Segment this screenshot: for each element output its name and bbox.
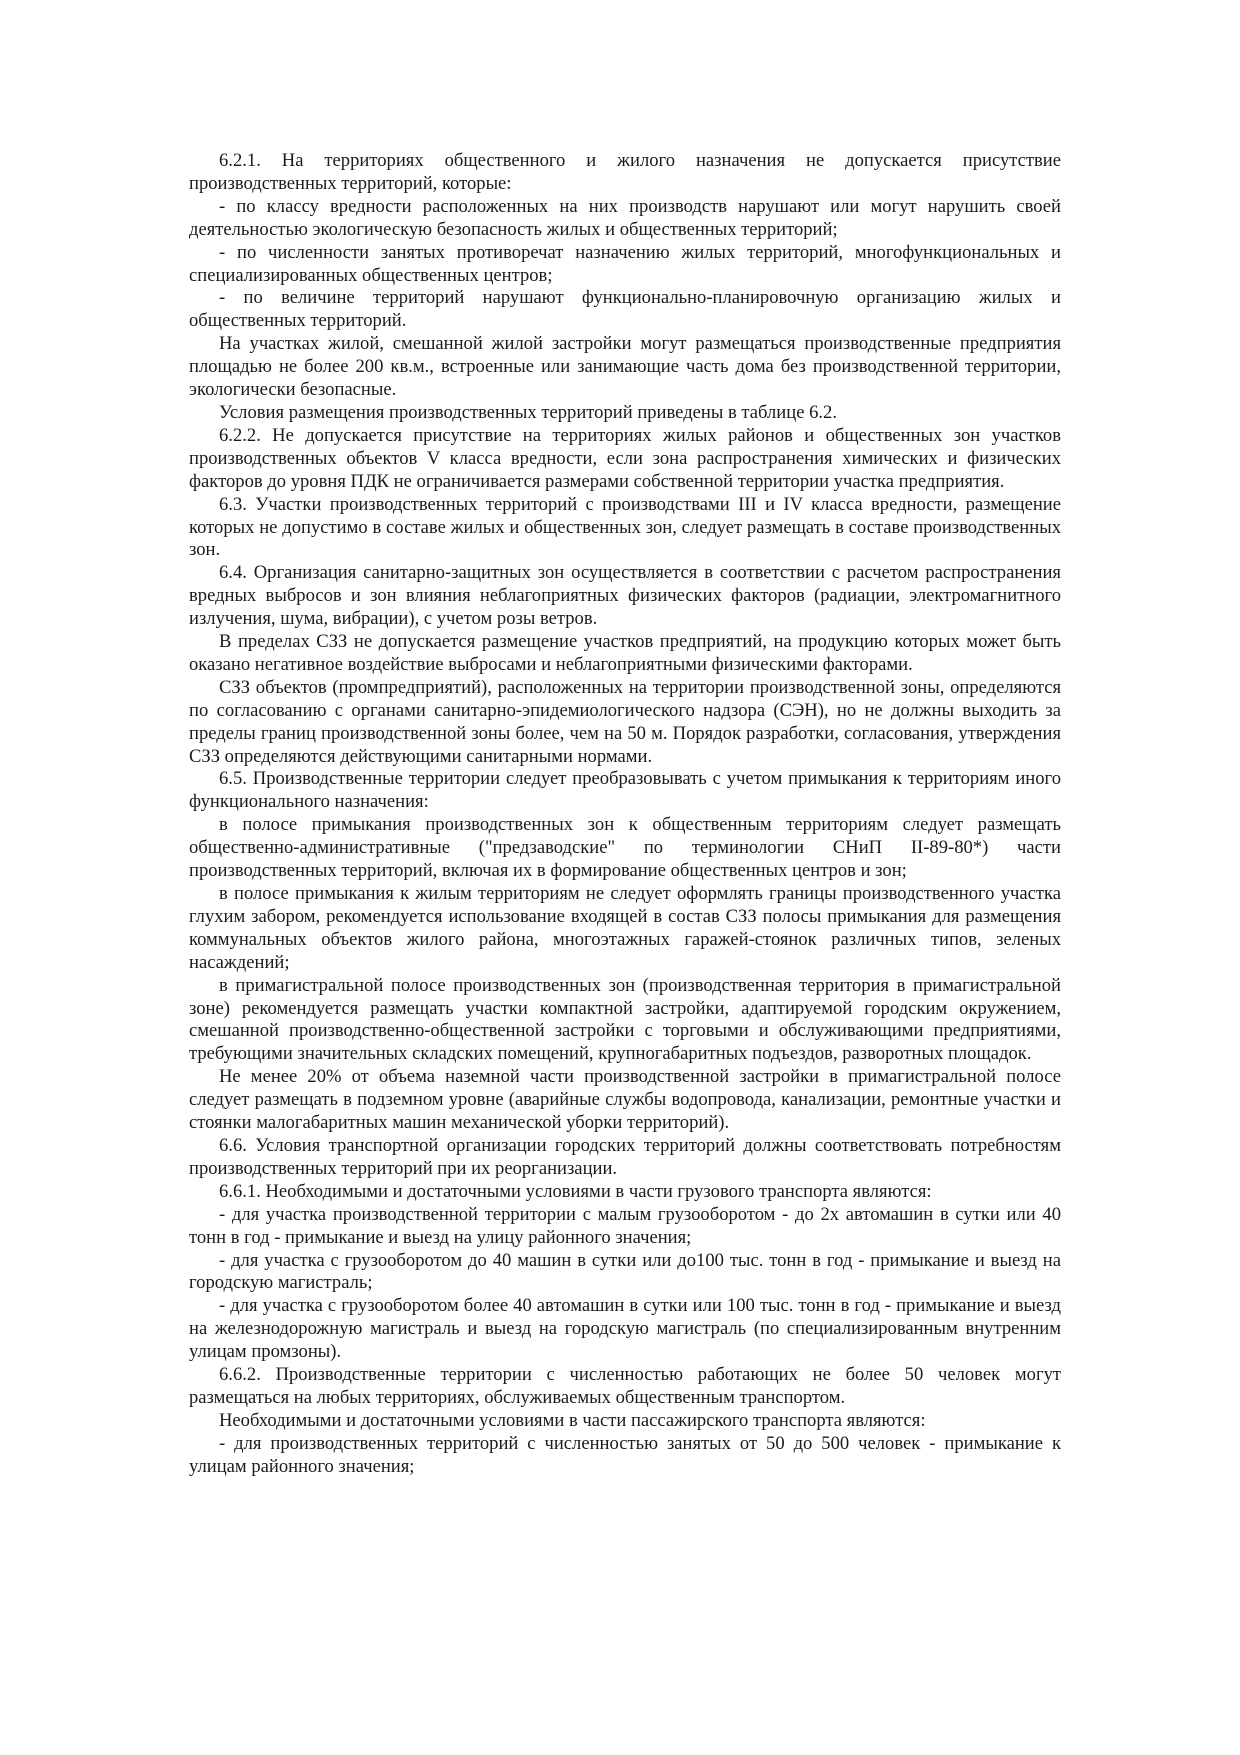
paragraph: В пределах СЗЗ не допускается размещение участков предприятий, на продукцию которых может быть оказано негативное воздействие выбросами и неблагоприятными физическими факторами. bbox=[189, 631, 1061, 675]
paragraph-6-6-2: 6.6.2. Производственные территории с численностью работающих не более 50 человек могут размещаться на любых территориях, обслуживаемых общественным транспортом. bbox=[189, 1364, 1061, 1408]
paragraph-6-6: 6.6. Условия транспортной организации городских территорий должны соответствовать потребностям производственных территорий при их реорганизации. bbox=[189, 1134, 1061, 1179]
paragraph: Не менее 20% от объема наземной части производственной застройки в примагистральной полосе следует размещать в подземном уровне (аварийные службы водопровода, канализации, ремонтные участки и стоянки малогабаритных машин механической уборки территорий). bbox=[189, 1066, 1061, 1134]
paragraph-6-2-2: 6.2.2. Не допускается присутствие на территориях жилых районов и общественных зон участков производственных объектов V класса вредности, если зона распространения химических и физических факторов до уровня ПДК не ограничивается размерами собственной территории участка предприятия. bbox=[189, 424, 1061, 492]
paragraph-6-3: 6.3. Участки производственных территорий с производствами III и IV класса вредности, размещение которых не допустимо в составе жилых и общественных зон, следует размещать в составе производственных зон. bbox=[189, 493, 1061, 561]
list-item: - для участка с грузооборотом более 40 автомашин в сутки или 100 тыс. тонн в год - примыкание и выезд на железнодорожную магистраль и выезд на городскую магистраль (по специализированным внутренним улицам промзоны). bbox=[189, 1295, 1061, 1363]
paragraph-6-2-1: 6.2.1. На территориях общественного и жилого назначения не допускается присутствие производственных территорий, которые: bbox=[189, 150, 1061, 194]
list-item: в полосе примыкания производственных зон к общественным территориям следует размещать общественно-административные ("предзаводские" по терминологии СНиП II-89-80*) части производственных территорий, включая их в формирование общественных центров и зон; bbox=[189, 814, 1061, 882]
list-item: - для производственных территорий с численностью занятых от 50 до 500 человек - примыкание к улицам районного значения; bbox=[189, 1432, 1061, 1477]
paragraph: СЗЗ объектов (промпредприятий), расположенных на территории производственной зоны, определяются по согласованию с органами санитарно-эпидемиологического надзора (СЭН), но не должны выходить за пределы границ производственной зоны более, чем на 50 м. Порядок разработки, согласования, утверждения СЗЗ определяются действующими санитарными нормами. bbox=[189, 676, 1061, 767]
paragraph: Условия размещения производственных территорий приведены в таблице 6.2. bbox=[219, 401, 837, 423]
paragraph: На участках жилой, смешанной жилой застройки могут размещаться производственные предприятия площадью не более 200 кв.м., встроенные или занимающие часть дома без производственной территории, экологически безопасные. bbox=[189, 333, 1061, 401]
list-item: в примагистральной полосе производственных зон (производственная территория в примагистральной зоне) рекомендуется размещать участки компактной застройки, адаптируемой городским окружением, смешанной производственно-общественной застройки с торговыми и обслуживающими предприятиями, требующими значительных складских помещений, крупногабаритных подъездов, разворотных площадок. bbox=[189, 974, 1061, 1065]
paragraph-6-5: 6.5. Производственные территории следует преобразовывать с учетом примыкания к территориям иного функционального назначения: bbox=[189, 768, 1061, 813]
list-item: в полосе примыкания к жилым территориям не следует оформлять границы производственного участка глухим забором, рекомендуется использование входящей в состав СЗЗ полосы примыкания для размещения коммунальных объектов жилого района, многоэтажных гаражей-стоянок различных типов, зеленых насаждений; bbox=[189, 883, 1061, 973]
list-item: - по величине территорий нарушают функционально-планировочную организацию жилых и общественных территорий. bbox=[189, 287, 1061, 332]
list-item: - по классу вредности расположенных на них производств нарушают или могут нарушить своей деятельностью экологическую безопасность жилых и общественных территорий; bbox=[189, 195, 1061, 240]
list-item: - для участка производственной территории с малым грузооборотом - до 2х автомашин в сутки или 40 тонн в год - примыкание и выезд на улицу районного значения; bbox=[189, 1203, 1061, 1248]
paragraph: Необходимыми и достаточными условиями в части пассажирского транспорта являются: bbox=[219, 1409, 926, 1431]
paragraph-6-4: 6.4. Организация санитарно-защитных зон осуществляется в соответствии с расчетом распространения вредных выбросов и зон влияния неблагоприятных физических факторов (радиации, электромагнитного излучения, шума, вибрации), с учетом розы ветров. bbox=[189, 562, 1061, 630]
paragraph-6-6-1: 6.6.1. Необходимыми и достаточными условиями в части грузового транспорта являются: bbox=[219, 1180, 932, 1202]
list-item: - по численности занятых противоречат назначению жилых территорий, многофункциональных и специализированных общественных центров; bbox=[189, 241, 1061, 286]
document-page bbox=[189, 150, 1061, 1479]
list-item: - для участка с грузооборотом до 40 машин в сутки или до100 тыс. тонн в год - примыкание и выезд на городскую магистраль; bbox=[189, 1249, 1061, 1294]
